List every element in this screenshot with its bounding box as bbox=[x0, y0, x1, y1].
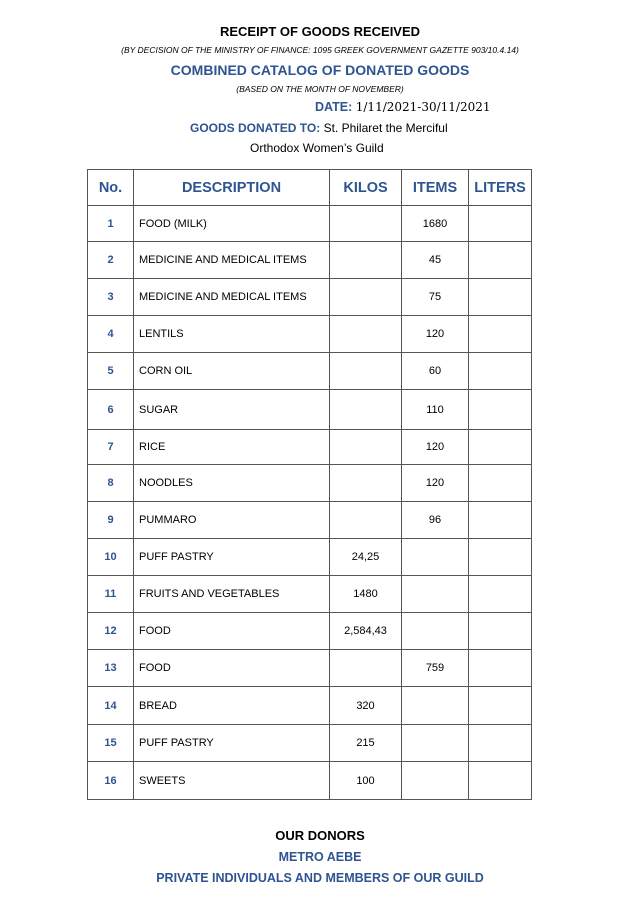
cell-description: FOOD bbox=[134, 650, 330, 687]
cell-no: 4 bbox=[88, 316, 134, 353]
table-row bbox=[88, 539, 532, 576]
table-row bbox=[88, 353, 532, 390]
cell-items: 60 bbox=[402, 353, 469, 390]
cell-description: CORN OIL bbox=[134, 353, 330, 390]
cell-no: 11 bbox=[88, 576, 134, 613]
cell-liters bbox=[469, 502, 532, 539]
cell-liters bbox=[469, 242, 532, 279]
cell-description: PUFF PASTRY bbox=[134, 539, 330, 576]
cell-items: 759 bbox=[402, 650, 469, 687]
cell-no: 5 bbox=[88, 353, 134, 390]
cell-liters bbox=[469, 430, 532, 465]
date-value: 1/11/2021-30/11/2021 bbox=[355, 100, 491, 114]
based-on-note: (BASED ON THE MONTH OF NOVEMBER) bbox=[236, 84, 404, 94]
table-row bbox=[88, 576, 532, 613]
cell-liters bbox=[469, 539, 532, 576]
cell-kilos bbox=[330, 430, 402, 465]
goods-table bbox=[87, 169, 532, 800]
cell-no: 9 bbox=[88, 502, 134, 539]
legal-reference: (BY DECISION OF THE MINISTRY OF FINANCE: 1095 GREEK GOVERNMENT GAZETTE 903/10.4.14) bbox=[121, 45, 519, 55]
cell-kilos: 320 bbox=[330, 687, 402, 725]
cell-description: FRUITS AND VEGETABLES bbox=[134, 576, 330, 613]
cell-items: 120 bbox=[402, 430, 469, 465]
cell-liters bbox=[469, 762, 532, 800]
cell-kilos: 2,584,43 bbox=[330, 613, 402, 650]
cell-no: 14 bbox=[88, 687, 134, 725]
cell-items bbox=[402, 576, 469, 613]
cell-items: 96 bbox=[402, 502, 469, 539]
cell-description: BREAD bbox=[134, 687, 330, 725]
cell-no: 15 bbox=[88, 725, 134, 762]
cell-kilos bbox=[330, 502, 402, 539]
cell-items bbox=[402, 613, 469, 650]
table-row bbox=[88, 242, 532, 279]
cell-description: PUMMARO bbox=[134, 502, 330, 539]
table-row bbox=[88, 279, 532, 316]
cell-kilos: 1480 bbox=[330, 576, 402, 613]
table-header-row bbox=[88, 170, 532, 206]
table-row bbox=[88, 650, 532, 687]
cell-no: 10 bbox=[88, 539, 134, 576]
cell-liters bbox=[469, 650, 532, 687]
cell-items: 75 bbox=[402, 279, 469, 316]
table-row bbox=[88, 430, 532, 465]
table-row bbox=[88, 762, 532, 800]
donors-title: OUR DONORS bbox=[275, 828, 365, 843]
cell-items bbox=[402, 762, 469, 800]
document-title: RECEIPT OF GOODS RECEIVED bbox=[219, 24, 421, 39]
cell-description: SUGAR bbox=[134, 390, 330, 430]
date-label: DATE: bbox=[315, 100, 353, 114]
cell-no: 3 bbox=[88, 279, 134, 316]
cell-items bbox=[402, 539, 469, 576]
cell-kilos bbox=[330, 279, 402, 316]
column-header-kilos: KILOS bbox=[330, 170, 402, 206]
column-header-liters: LITERS bbox=[469, 170, 532, 206]
cell-no: 1 bbox=[88, 206, 134, 242]
column-header-description: DESCRIPTION bbox=[134, 170, 330, 206]
cell-kilos bbox=[330, 650, 402, 687]
cell-liters bbox=[469, 390, 532, 430]
cell-liters bbox=[469, 613, 532, 650]
cell-items: 45 bbox=[402, 242, 469, 279]
cell-kilos: 100 bbox=[330, 762, 402, 800]
donated-to-value: St. Philaret the Merciful bbox=[323, 121, 448, 135]
cell-kilos bbox=[330, 316, 402, 353]
cell-no: 13 bbox=[88, 650, 134, 687]
cell-liters bbox=[469, 576, 532, 613]
cell-liters bbox=[469, 465, 532, 502]
cell-no: 8 bbox=[88, 465, 134, 502]
cell-no: 16 bbox=[88, 762, 134, 800]
cell-liters bbox=[469, 316, 532, 353]
table-row bbox=[88, 502, 532, 539]
cell-items bbox=[402, 725, 469, 762]
date-line bbox=[315, 100, 491, 114]
cell-kilos: 24,25 bbox=[330, 539, 402, 576]
cell-items: 110 bbox=[402, 390, 469, 430]
cell-description: FOOD bbox=[134, 613, 330, 650]
cell-description: PUFF PASTRY bbox=[134, 725, 330, 762]
organization-name: Orthodox Women’s Guild bbox=[250, 141, 384, 155]
cell-kilos bbox=[330, 206, 402, 242]
table-row bbox=[88, 316, 532, 353]
cell-no: 2 bbox=[88, 242, 134, 279]
cell-kilos bbox=[330, 390, 402, 430]
cell-no: 7 bbox=[88, 430, 134, 465]
table-row bbox=[88, 687, 532, 725]
cell-description: FOOD (MILK) bbox=[134, 206, 330, 242]
cell-kilos bbox=[330, 465, 402, 502]
table-row bbox=[88, 390, 532, 430]
column-header-no: No. bbox=[88, 170, 134, 206]
table-row bbox=[88, 206, 532, 242]
table-row bbox=[88, 465, 532, 502]
cell-items: 1680 bbox=[402, 206, 469, 242]
cell-description: SWEETS bbox=[134, 762, 330, 800]
donor-item: METRO AEBE bbox=[278, 850, 362, 864]
donor-item: PRIVATE INDIVIDUALS AND MEMBERS OF OUR GUILD bbox=[156, 871, 484, 885]
cell-description: RICE bbox=[134, 430, 330, 465]
cell-liters bbox=[469, 687, 532, 725]
table-row bbox=[88, 613, 532, 650]
cell-liters bbox=[469, 353, 532, 390]
cell-description: NOODLES bbox=[134, 465, 330, 502]
cell-kilos: 215 bbox=[330, 725, 402, 762]
cell-kilos bbox=[330, 353, 402, 390]
cell-liters bbox=[469, 206, 532, 242]
catalog-title: COMBINED CATALOG OF DONATED GOODS bbox=[170, 62, 470, 78]
donated-to-line bbox=[190, 121, 448, 135]
cell-items bbox=[402, 687, 469, 725]
cell-items: 120 bbox=[402, 465, 469, 502]
cell-description: MEDICINE AND MEDICAL ITEMS bbox=[134, 242, 330, 279]
cell-liters bbox=[469, 725, 532, 762]
cell-description: LENTILS bbox=[134, 316, 330, 353]
column-header-items: ITEMS bbox=[402, 170, 469, 206]
cell-no: 6 bbox=[88, 390, 134, 430]
cell-kilos bbox=[330, 242, 402, 279]
cell-description: MEDICINE AND MEDICAL ITEMS bbox=[134, 279, 330, 316]
table-row bbox=[88, 725, 532, 762]
table-body bbox=[88, 206, 532, 800]
donated-to-label: GOODS DONATED TO: bbox=[190, 121, 321, 135]
cell-no: 12 bbox=[88, 613, 134, 650]
cell-liters bbox=[469, 279, 532, 316]
cell-items: 120 bbox=[402, 316, 469, 353]
